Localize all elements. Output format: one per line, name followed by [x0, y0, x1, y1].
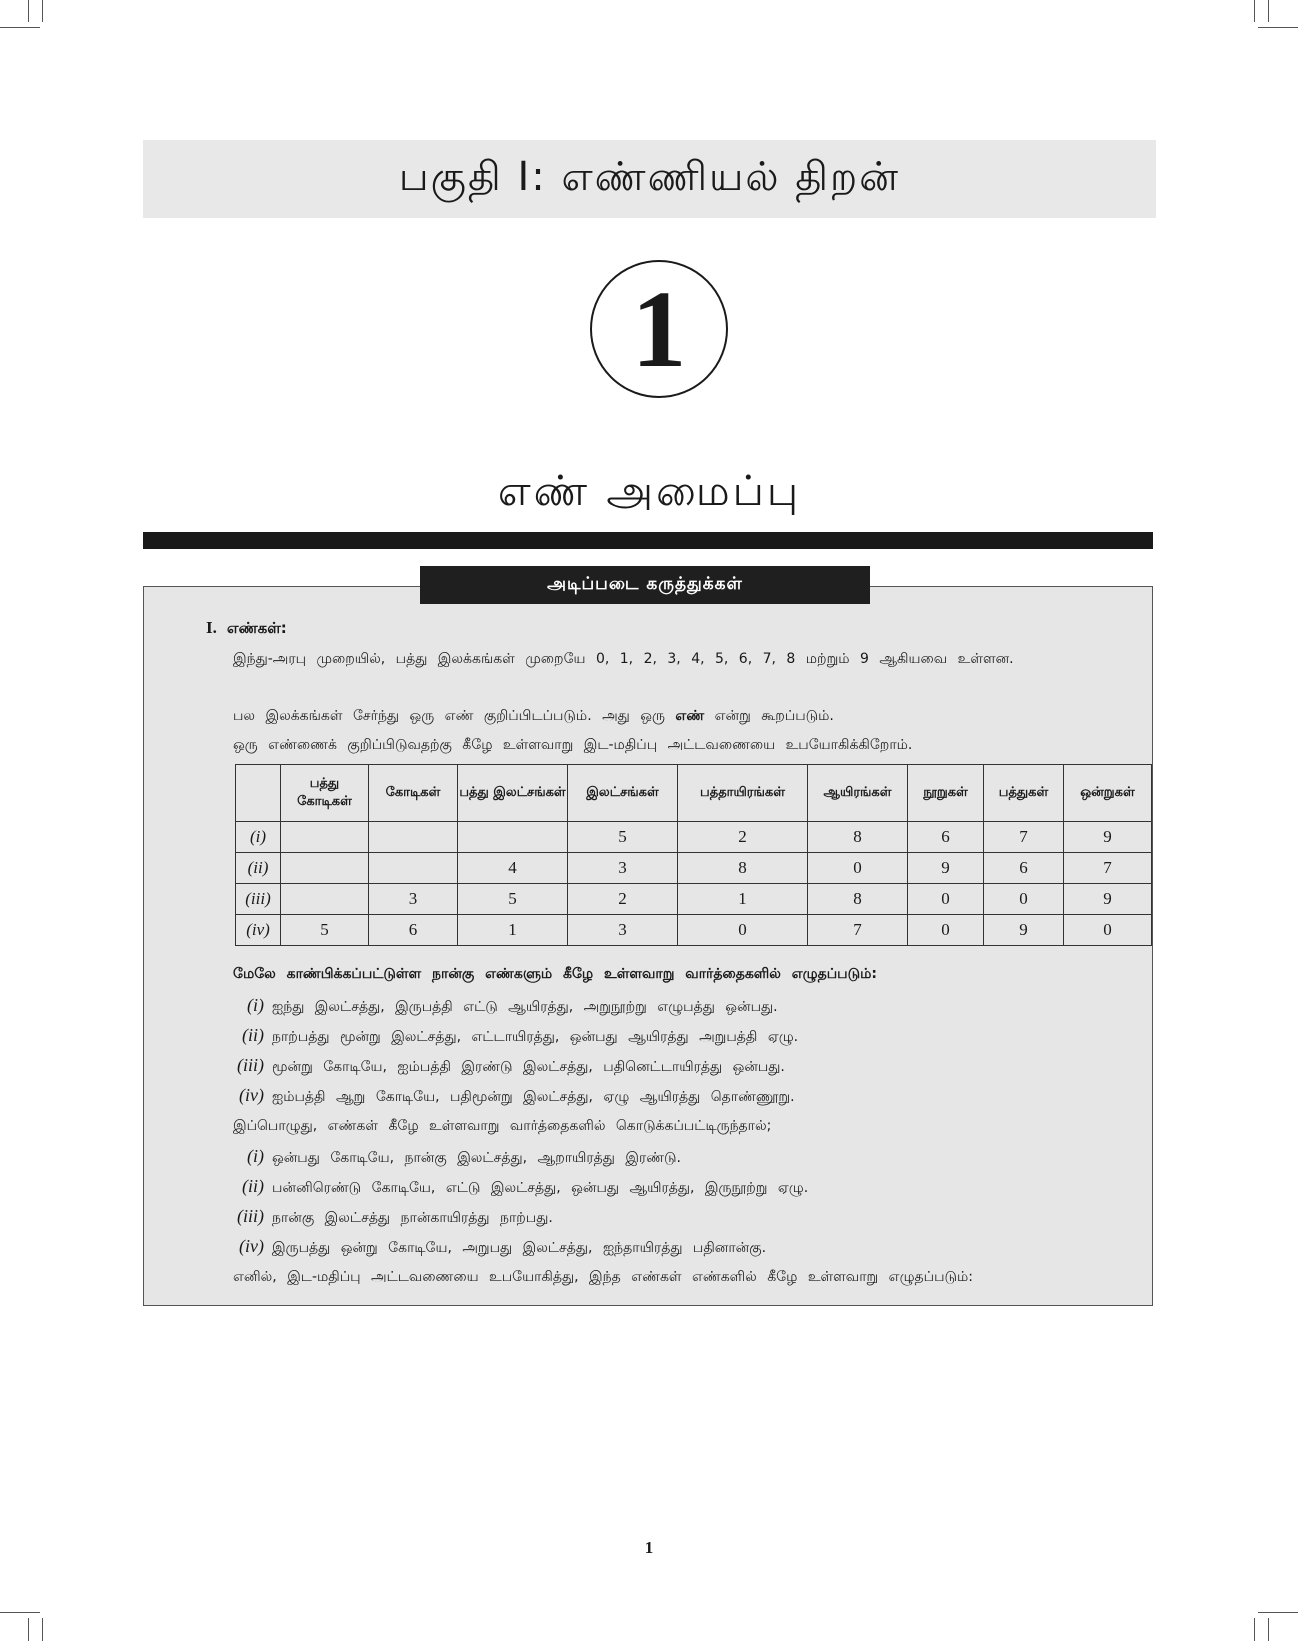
item-label: (i)	[247, 995, 264, 1015]
table-cell: 9	[1064, 822, 1152, 853]
table-cell	[369, 822, 458, 853]
item-label: (iv)	[239, 1236, 264, 1256]
paragraph-digits: இந்து-அரபு முறையில், பத்து இலக்கங்கள் முறையே 0, 1, 2, 3, 4, 5, 6, 7, 8 மற்றும் 9 ஆகியவை உள்ளன.	[233, 651, 1014, 667]
table-cell: 0	[908, 915, 984, 946]
concepts-tab-label: அடிப்படை கருத்துக்கள்	[547, 574, 743, 594]
given-item	[228, 1173, 1148, 1201]
words-item	[228, 992, 1148, 1020]
table-cell: 8	[808, 822, 908, 853]
title-underline-bar	[143, 532, 1153, 549]
paragraph-number-definition	[233, 703, 1141, 729]
crop-mark	[42, 1618, 43, 1641]
table-cell: 5	[281, 915, 369, 946]
given-item	[228, 1233, 1148, 1261]
chapter-title: எண் அமைப்பு	[497, 466, 802, 515]
concepts-tab	[420, 566, 870, 604]
item-label: (ii)	[242, 1176, 264, 1196]
table-cell: 4	[458, 853, 568, 884]
table-cell	[458, 822, 568, 853]
table-cell: 6	[908, 822, 984, 853]
section-number: I.	[206, 618, 217, 637]
table-header-cell: ஆயிரங்கள்	[808, 765, 908, 822]
crop-mark	[1268, 0, 1269, 22]
row-label: (i)	[236, 822, 281, 853]
item-label: (ii)	[242, 1025, 264, 1045]
table-cell: 3	[369, 884, 458, 915]
words-item	[228, 1052, 1148, 1080]
table-cell: 8	[678, 853, 808, 884]
words-heading: மேலே காண்பிக்கப்பட்டுள்ள நான்கு எண்களும் கீழே உள்ளவாறு வார்த்தைகளில் எழுதப்படும்:	[233, 966, 877, 982]
words-item	[228, 1022, 1148, 1050]
crop-mark	[0, 1612, 40, 1613]
table-header-cell: நூறுகள்	[908, 765, 984, 822]
paragraph-text: பல இலக்கங்கள் சேர்ந்து ஒரு எண் குறிப்பிடப்படும். அது ஒரு	[233, 708, 665, 724]
crop-mark	[0, 27, 40, 28]
page-number: 1	[644, 1538, 654, 1557]
table-cell: 6	[369, 915, 458, 946]
table-header-cell: கோடிகள்	[369, 765, 458, 822]
table-cell: 0	[1064, 915, 1152, 946]
table-header-cell	[236, 765, 281, 822]
table-cell: 8	[808, 884, 908, 915]
crop-mark	[1258, 27, 1298, 28]
item-text: ஐந்து இலட்சத்து, இருபத்தி எட்டு ஆயிரத்து, அறுநூற்று எழுபத்து ஒன்பது.	[272, 999, 778, 1015]
words-item	[228, 1082, 1148, 1110]
table-cell: 2	[568, 884, 678, 915]
crop-mark	[42, 0, 43, 22]
table-cell: 6	[984, 853, 1064, 884]
table-cell: 7	[1064, 853, 1152, 884]
crop-mark	[1254, 1618, 1255, 1641]
table-header-row	[236, 765, 1152, 822]
table-header-cell: பத்தாயிரங்கள்	[678, 765, 808, 822]
item-label: (i)	[247, 1146, 264, 1166]
table-cell	[281, 884, 369, 915]
table-row	[236, 915, 1152, 946]
table-cell: 9	[908, 853, 984, 884]
part-title: பகுதி I: எண்ணியல் திறன்	[398, 153, 901, 200]
table-header-cell: பத்து இலட்சங்கள்	[458, 765, 568, 822]
table-cell: 0	[678, 915, 808, 946]
item-label: (iii)	[237, 1206, 264, 1226]
crop-mark	[28, 0, 29, 22]
given-item	[228, 1203, 1148, 1231]
item-text: நாற்பத்து மூன்று இலட்சத்து, எட்டாயிரத்து, ஒன்பது ஆயிரத்து அறுபத்தி ஏழு.	[272, 1029, 799, 1045]
item-text: இருபத்து ஒன்று கோடியே, அறுபது இலட்சத்து, ஐந்தாயிரத்து பதினான்கு.	[272, 1240, 767, 1256]
row-label: (ii)	[236, 853, 281, 884]
item-text: பன்னிரெண்டு கோடியே, எட்டு இலட்சத்து, ஒன்பது ஆயிரத்து, இருநூற்று ஏழு.	[272, 1180, 809, 1196]
table-cell: 2	[678, 822, 808, 853]
table-cell: 3	[568, 853, 678, 884]
table-cell: 1	[458, 915, 568, 946]
table-cell: 0	[908, 884, 984, 915]
table-cell	[281, 822, 369, 853]
paragraph-text: என்று கூறப்படும்.	[714, 708, 834, 724]
table-cell: 5	[568, 822, 678, 853]
paragraph-place-value-intro: ஒரு எண்ணைக் குறிப்பிடுவதற்கு கீழே உள்ளவாறு இட-மதிப்பு அட்டவணையை உபயோகிக்கிறோம்.	[233, 737, 913, 753]
table-cell: 3	[568, 915, 678, 946]
bold-term: எண்	[675, 708, 705, 724]
table-cell: 7	[808, 915, 908, 946]
table-header-cell: பத்து கோடிகள்	[281, 765, 369, 822]
chapter-number-circle	[590, 260, 728, 398]
table-cell	[369, 853, 458, 884]
item-text: நான்கு இலட்சத்து நான்காயிரத்து நாற்பது.	[272, 1210, 553, 1226]
closing-line: எனில், இட-மதிப்பு அட்டவணையை உபயோகித்து, இந்த எண்கள் எண்களில் கீழே உள்ளவாறு எழுதப்படும்:	[233, 1269, 973, 1285]
place-value-table	[235, 764, 1152, 946]
table-cell: 9	[984, 915, 1064, 946]
crop-mark	[1254, 0, 1255, 22]
table-cell	[281, 853, 369, 884]
given-item	[228, 1143, 1148, 1171]
table-cell: 0	[808, 853, 908, 884]
table-header-cell: ஒன்றுகள்	[1064, 765, 1152, 822]
crop-mark	[1258, 1612, 1298, 1613]
crop-mark	[1268, 1618, 1269, 1641]
table-cell: 1	[678, 884, 808, 915]
table-cell: 0	[984, 884, 1064, 915]
item-text: ஐம்பத்தி ஆறு கோடியே, பதிமூன்று இலட்சத்து, ஏழு ஆயிரத்து தொண்ணூறு.	[272, 1089, 795, 1105]
table-cell: 5	[458, 884, 568, 915]
item-text: மூன்று கோடியே, ஐம்பத்தி இரண்டு இலட்சத்து, பதினெட்டாயிரத்து ஒன்பது.	[272, 1059, 785, 1075]
table-cell: 7	[984, 822, 1064, 853]
item-label: (iv)	[239, 1085, 264, 1105]
table-row	[236, 853, 1152, 884]
table-row	[236, 884, 1152, 915]
chapter-number: 1	[631, 268, 687, 390]
table-cell: 9	[1064, 884, 1152, 915]
section-title: எண்கள்:	[226, 619, 287, 637]
item-label: (iii)	[237, 1055, 264, 1075]
section-heading	[206, 618, 287, 639]
row-label: (iii)	[236, 884, 281, 915]
item-text: ஒன்பது கோடியே, நான்கு இலட்சத்து, ஆறாயிரத்து இரண்டு.	[272, 1150, 681, 1166]
part-title-banner	[143, 140, 1156, 218]
table-header-cell: இலட்சங்கள்	[568, 765, 678, 822]
given-heading: இப்பொழுது, எண்கள் கீழே உள்ளவாறு வார்த்தைகளில் கொடுக்கப்பட்டிருந்தால்;	[233, 1118, 772, 1134]
table-row	[236, 822, 1152, 853]
crop-mark	[28, 1618, 29, 1641]
table-header-cell: பத்துகள்	[984, 765, 1064, 822]
row-label: (iv)	[236, 915, 281, 946]
